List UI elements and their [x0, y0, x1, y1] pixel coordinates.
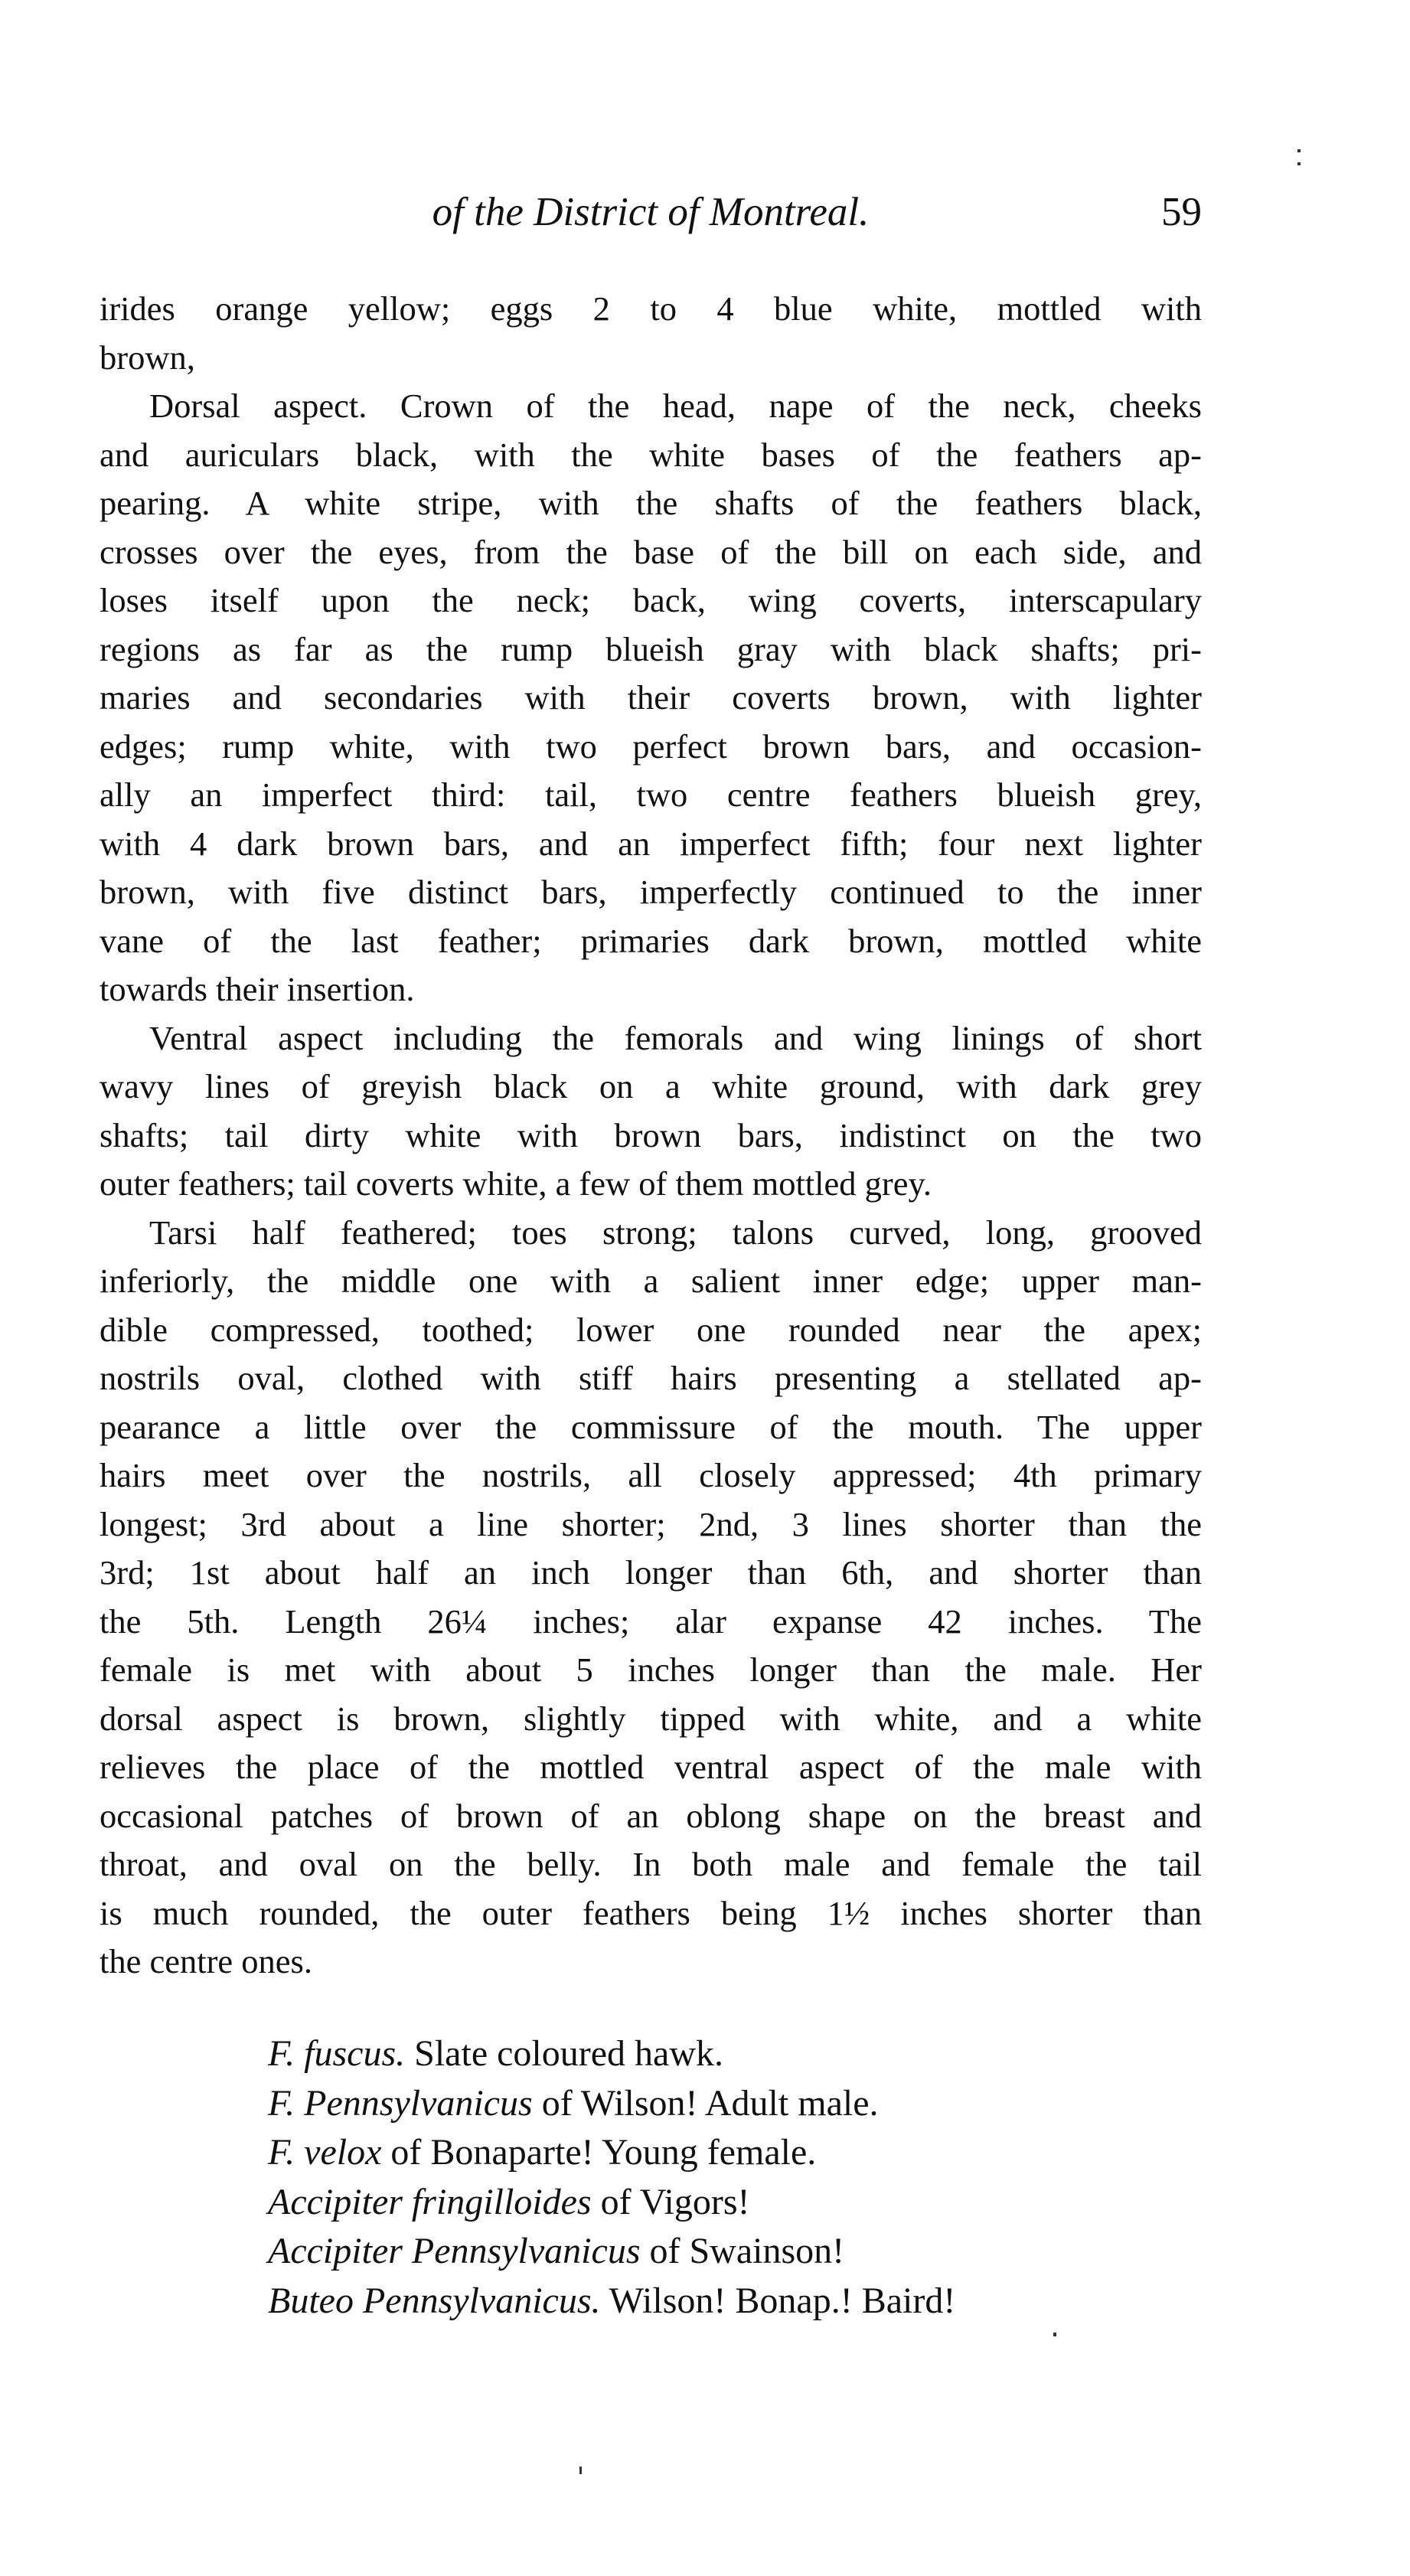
synonym-note: of Wilson! Adult male.: [532, 2082, 879, 2124]
text-line: brown,: [100, 338, 195, 377]
text-line: hairs meet over the nostrils, all closely appressed; 4th primary: [100, 1456, 1202, 1494]
text-line: outer feathers; tail coverts white, a few of them mottled grey.: [100, 1164, 932, 1203]
text-line: pearing. A white stripe, with the shafts of the feathers black,: [100, 484, 1202, 522]
synonym-note: Wilson! Bonap.! Baird!: [600, 2280, 956, 2321]
text-line: is much rounded, the outer feathers being 1½ inches shorter than: [100, 1893, 1202, 1932]
paragraph: [100, 382, 1202, 1014]
text-line: shafts; tail dirty white with brown bars, indistinct on the two: [100, 1115, 1202, 1154]
text-line: the centre ones.: [100, 1942, 312, 1980]
synonym-entry: [268, 2178, 1186, 2228]
text-line: Dorsal aspect. Crown of the head, nape of the neck, cheeks: [149, 387, 1202, 425]
synonym-note: of Vigors!: [591, 2181, 750, 2222]
synonym-entry: [268, 2079, 1186, 2129]
synonym-entry: [268, 2128, 1186, 2178]
text-line: dible compressed, toothed; lower one rounded near the apex;: [100, 1310, 1202, 1349]
body-text: [100, 285, 1202, 1987]
text-line: wavy lines of greyish black on a white ground, with dark grey: [100, 1067, 1202, 1105]
text-line: with 4 dark brown bars, and an imperfect fifth; four next lighter: [100, 824, 1202, 863]
text-line: nostrils oval, clothed with stiff hairs presenting a stellated ap-: [100, 1359, 1202, 1397]
text-line: maries and secondaries with their coverts brown, with lighter: [100, 678, 1202, 717]
synonym-entry: [268, 2277, 1186, 2326]
paragraph: [100, 1014, 1202, 1209]
text-line: inferiorly, the middle one with a salient inner edge; upper man-: [100, 1262, 1202, 1300]
scan-speck: [1053, 2333, 1056, 2336]
page-header: [100, 185, 1202, 239]
text-line: loses itself upon the neck; back, wing coverts, interscapulary: [100, 581, 1202, 619]
text-line: vane of the last feather; primaries dark brown, mottled white: [100, 921, 1202, 960]
text-line: crosses over the eyes, from the base of the bill on each side, and: [100, 532, 1202, 571]
text-line: regions as far as the rump blueish gray with black shafts; pri-: [100, 629, 1202, 668]
text-line: irides orange yellow; eggs 2 to 4 blue white, mottled with: [100, 289, 1202, 328]
text-line: 3rd; 1st about half an inch longer than 6th, and shorter than: [100, 1553, 1202, 1592]
text-line: relieves the place of the mottled ventral aspect of the male with: [100, 1748, 1202, 1786]
text-line: occasional patches of brown of an oblong shape on the breast and: [100, 1796, 1202, 1835]
synonym-note: Slate coloured hawk.: [405, 2033, 724, 2074]
text-line: female is met with about 5 inches longer than the male. Her: [100, 1650, 1202, 1689]
synonym-name: Buteo Pennsylvanicus.: [268, 2280, 601, 2321]
running-title: of the District of Montreal.: [432, 190, 870, 234]
synonym-note: of Swainson!: [640, 2231, 845, 2271]
synonym-list: [268, 2029, 1186, 2326]
synonym-note: of Bonaparte! Young female.: [381, 2132, 817, 2173]
scan-speck: [579, 2467, 582, 2474]
text-line: ally an imperfect third: tail, two centre feathers blueish grey,: [100, 775, 1202, 814]
scan-speck: [1297, 149, 1301, 152]
text-line: towards their insertion.: [100, 970, 415, 1008]
text-line: and auriculars black, with the white bases of the feathers ap-: [100, 435, 1202, 474]
synonym-name: F. velox: [268, 2132, 382, 2173]
synonym-name: F. fuscus.: [268, 2033, 406, 2074]
text-line: pearance a little over the commissure of the mouth. The upper: [100, 1407, 1202, 1446]
synonym-name: Accipiter fringilloides: [268, 2181, 592, 2222]
text-line: Tarsi half feathered; toes strong; talons curved, long, grooved: [149, 1213, 1202, 1252]
paragraph: [100, 1209, 1202, 1987]
text-line: longest; 3rd about a line shorter; 2nd, 3 lines shorter than the: [100, 1504, 1202, 1543]
synonym-entry: [268, 2029, 1186, 2079]
synonym-name: Accipiter Pennsylvanicus: [268, 2231, 641, 2271]
text-line: throat, and oval on the belly. In both male and female the tail: [100, 1845, 1202, 1883]
synonym-name: F. Pennsylvanicus: [268, 2082, 533, 2124]
text-line: brown, with five distinct bars, imperfectly continued to the inner: [100, 873, 1202, 911]
page-number: 59: [1161, 190, 1202, 234]
text-line: Ventral aspect including the femorals and wing linings of short: [149, 1018, 1202, 1057]
synonym-entry: [268, 2227, 1186, 2277]
text-line: the 5th. Length 26¼ inches; alar expanse 42 inches. The: [100, 1601, 1202, 1641]
paragraph: [100, 285, 1202, 382]
text-line: dorsal aspect is brown, slightly tipped with white, and a white: [100, 1699, 1202, 1738]
scan-speck: [1297, 162, 1301, 165]
text-line: edges; rump white, with two perfect brown bars, and occasion-: [100, 726, 1202, 766]
